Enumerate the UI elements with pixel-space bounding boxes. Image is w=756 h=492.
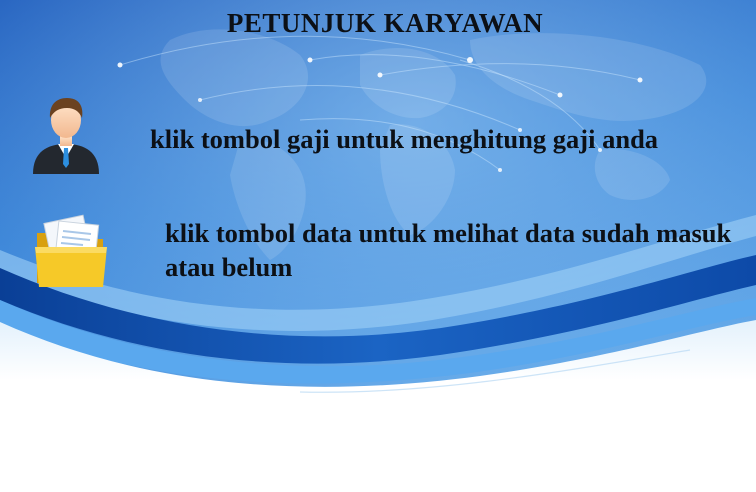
user-icon [29,94,103,176]
page-title: PETUNJUK KARYAWAN [226,8,544,38]
instruction-data: klik tombol data untuk melihat data sudah masuk atau belum [165,218,732,282]
instruction-gaji: klik tombol gaji untuk menghitung gaji anda [150,124,659,154]
folder-icon [33,209,113,289]
